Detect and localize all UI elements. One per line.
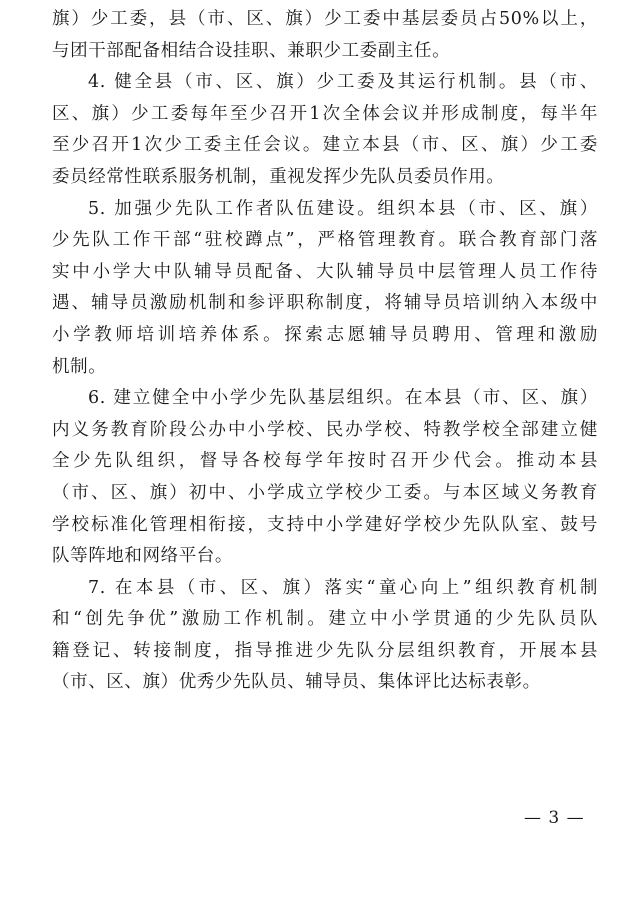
paragraph-continuation [52, 4, 598, 67]
text-line: 5. 加强少先队工作者队伍建设。组织本县（市、区、旗） [88, 198, 598, 219]
text-line: 至少召开1次少工委主任会议。建立本县（市、区、旗）少工委 [52, 135, 598, 156]
text-line: 少先队工作干部“驻校蹲点”，严格管理教育。联合教育部门落 [52, 230, 598, 251]
document-body [52, 4, 598, 699]
text-line: （市、区、旗）初中、小学成立学校少工委。与本区域义务教育 [52, 482, 598, 503]
text-line: 6. 建立健全中小学少先队基层组织。在本县（市、区、旗） [88, 388, 598, 409]
paragraph-item-4 [52, 67, 598, 193]
text-line: 实中小学大中队辅导员配备、大队辅导员中层管理人员工作待 [52, 261, 598, 282]
text-line: 学校标准化管理相衔接，支持中小学建好学校少先队队室、鼓号 [52, 514, 598, 535]
text-line: 机制。 [52, 356, 107, 377]
text-line: 全少先队组织，督导各校每学年按时召开少代会。推动本县 [52, 451, 598, 472]
text-line: 小学教师培训培养体系。探索志愿辅导员聘用、管理和激励 [52, 324, 598, 345]
text-line: 4. 健全县（市、区、旗）少工委及其运行机制。县（市、 [88, 72, 598, 93]
text-line: 与团干部配备相结合设挂职、兼职少工委副主任。 [52, 40, 451, 61]
text-line: 委员经常性联系服务机制，重视发挥少先队员委员作用。 [52, 166, 505, 187]
text-line: 7. 在本县（市、区、旗）落实“童心向上”组织教育机制 [88, 577, 598, 598]
text-line: （市、区、旗）优秀少先队员、辅导员、集体评比达标表彰。 [52, 672, 541, 693]
text-line: 区、旗）少工委每年至少召开1次全体会议并形成制度，每半年 [52, 103, 598, 124]
text-line: 队等阵地和网络平台。 [52, 546, 233, 567]
paragraph-item-7 [52, 573, 598, 699]
text-line: 遇、辅导员激励机制和参评职称制度，将辅导员培训纳入本级中 [52, 293, 598, 314]
text-line: 籍登记、转接制度，指导推进少先队分层组织教育，开展本县 [52, 640, 598, 661]
paragraph-item-6 [52, 383, 598, 573]
paragraph-item-5 [52, 194, 598, 384]
page-number: — 3 — [524, 808, 585, 828]
text-line: 和“创先争优”激励工作机制。建立中小学贯通的少先队员队 [52, 609, 598, 630]
text-line: 内义务教育阶段公办中小学校、民办学校、特教学校全部建立健 [52, 419, 598, 440]
text-line: 旗）少工委，县（市、区、旗）少工委中基层委员占50%以上， [52, 9, 598, 29]
